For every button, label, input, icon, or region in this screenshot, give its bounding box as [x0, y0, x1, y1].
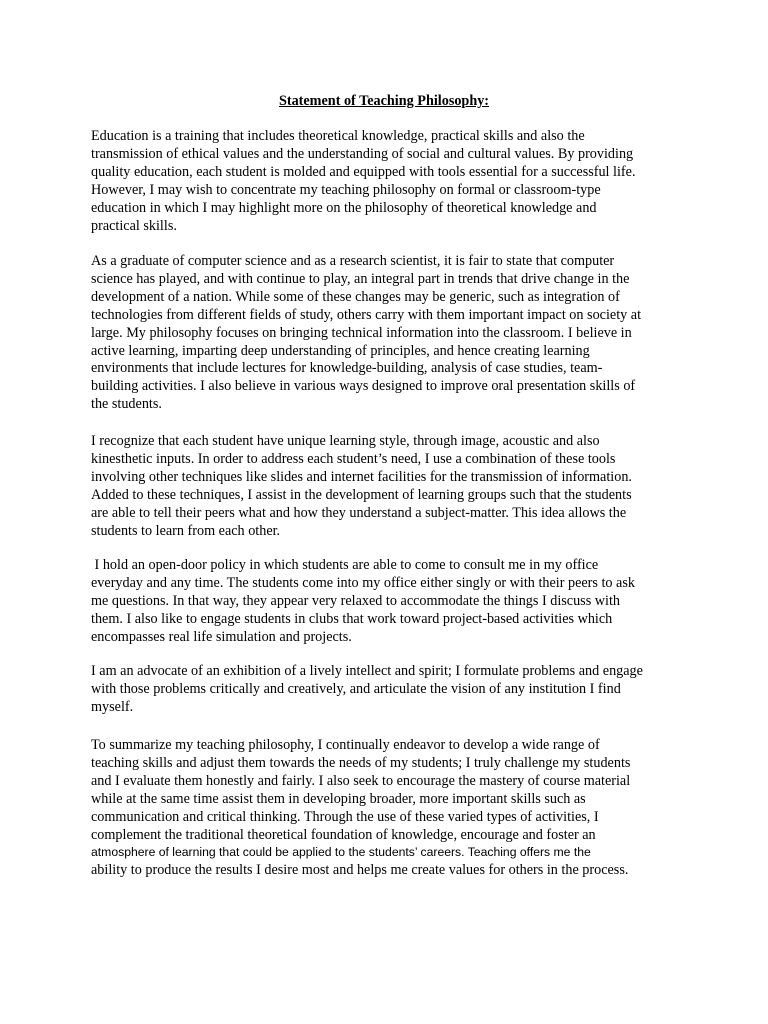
text-line: are able to tell their peers what and how they understand a subject-matter. This idea allows the	[91, 504, 627, 521]
text-line: students to learn from each other.	[91, 522, 281, 539]
text-line: the students.	[91, 396, 162, 413]
text-line: Education is a training that includes theoretical knowledge, practical skills and also the	[91, 128, 585, 144]
text-line: involving other techniques like slides and internet facilities for the transmission of information.	[91, 468, 632, 485]
text-line: education in which I may highlight more on the philosophy of theoretical knowledge and	[91, 199, 597, 216]
text-line: environments that include lectures for knowledge-building, analysis of case studies, team-	[91, 360, 603, 377]
text-line: atmosphere of learning that could be applied to the students’ careers. Teaching offers me the	[91, 845, 591, 860]
text-line: quality education, each student is molded and equipped with tools essential for a successful life.	[91, 163, 636, 180]
text-line: science has played, and with continue to play, an integral part in trends that drive change in the	[91, 270, 630, 287]
text-line: and I evaluate them honestly and fairly. I also seek to encourage the mastery of course material	[91, 772, 631, 789]
text-line: technologies from different fields of study, others carry with them important impact on society at	[91, 306, 642, 323]
text-line: complement the traditional theoretical foundation of knowledge, encourage and foster an	[91, 826, 596, 843]
text-line: me questions. In that way, they appear very relaxed to accommodate the things I discuss with	[91, 592, 620, 609]
text-line: ability to produce the results I desire most and helps me create values for others in the process.	[91, 862, 629, 879]
text-line: To summarize my teaching philosophy, I continually endeavor to develop a wide range of	[91, 737, 600, 753]
text-line: Added to these techniques, I assist in the development of learning groups such that the students	[91, 486, 632, 503]
paragraph-5	[91, 663, 691, 717]
text-line: teaching skills and adjust them towards the needs of my students; I truly challenge my students	[91, 754, 631, 771]
text-line: building activities. I also believe in various ways designed to improve oral presentation skills of	[91, 378, 636, 395]
text-line: transmission of ethical values and the understanding of social and cultural values. By providing	[91, 145, 634, 162]
text-line: I hold an open-door policy in which students are able to come to consult me in my office	[91, 557, 599, 573]
text-line: practical skills.	[91, 217, 177, 234]
text-line: myself.	[91, 698, 134, 715]
text-line: active learning, imparting deep understanding of principles, and hence creating learning	[91, 342, 590, 359]
paragraph-4	[91, 557, 691, 647]
text-line: I am an advocate of an exhibition of a lively intellect and spirit; I formulate problems and engage	[91, 663, 643, 679]
text-line: while at the same time assist them in developing broader, more important skills such as	[91, 790, 586, 807]
text-line: communication and critical thinking. Through the use of these varied types of activities, I	[91, 808, 599, 825]
text-line: However, I may wish to concentrate my teaching philosophy on formal or classroom-type	[91, 181, 601, 198]
text-line: large. My philosophy focuses on bringing technical information into the classroom. I believe in	[91, 324, 632, 341]
text-line: them. I also like to engage students in clubs that work toward project-based activities which	[91, 610, 613, 627]
paragraph-6	[91, 737, 691, 880]
text-line: As a graduate of computer science and as a research scientist, it is fair to state that computer	[91, 253, 615, 269]
paragraph-1	[91, 128, 691, 235]
text-line: with those problems critically and creatively, and articulate the vision of any institution I find	[91, 680, 621, 697]
text-line: I recognize that each student have unique learning style, through image, acoustic and also	[91, 433, 600, 449]
text-line: kinesthetic inputs. In order to address each student’s need, I use a combination of these tools	[91, 450, 616, 467]
paragraph-3	[91, 433, 691, 540]
text-line: encompasses real life simulation and projects.	[91, 628, 352, 645]
text-line: development of a nation. While some of these changes may be generic, such as integration of	[91, 288, 620, 305]
paragraph-2	[91, 253, 691, 414]
text-line: everyday and any time. The students come into my office either singly or with their peers to ask	[91, 574, 635, 591]
document-title: Statement of Teaching Philosophy:	[278, 93, 490, 109]
